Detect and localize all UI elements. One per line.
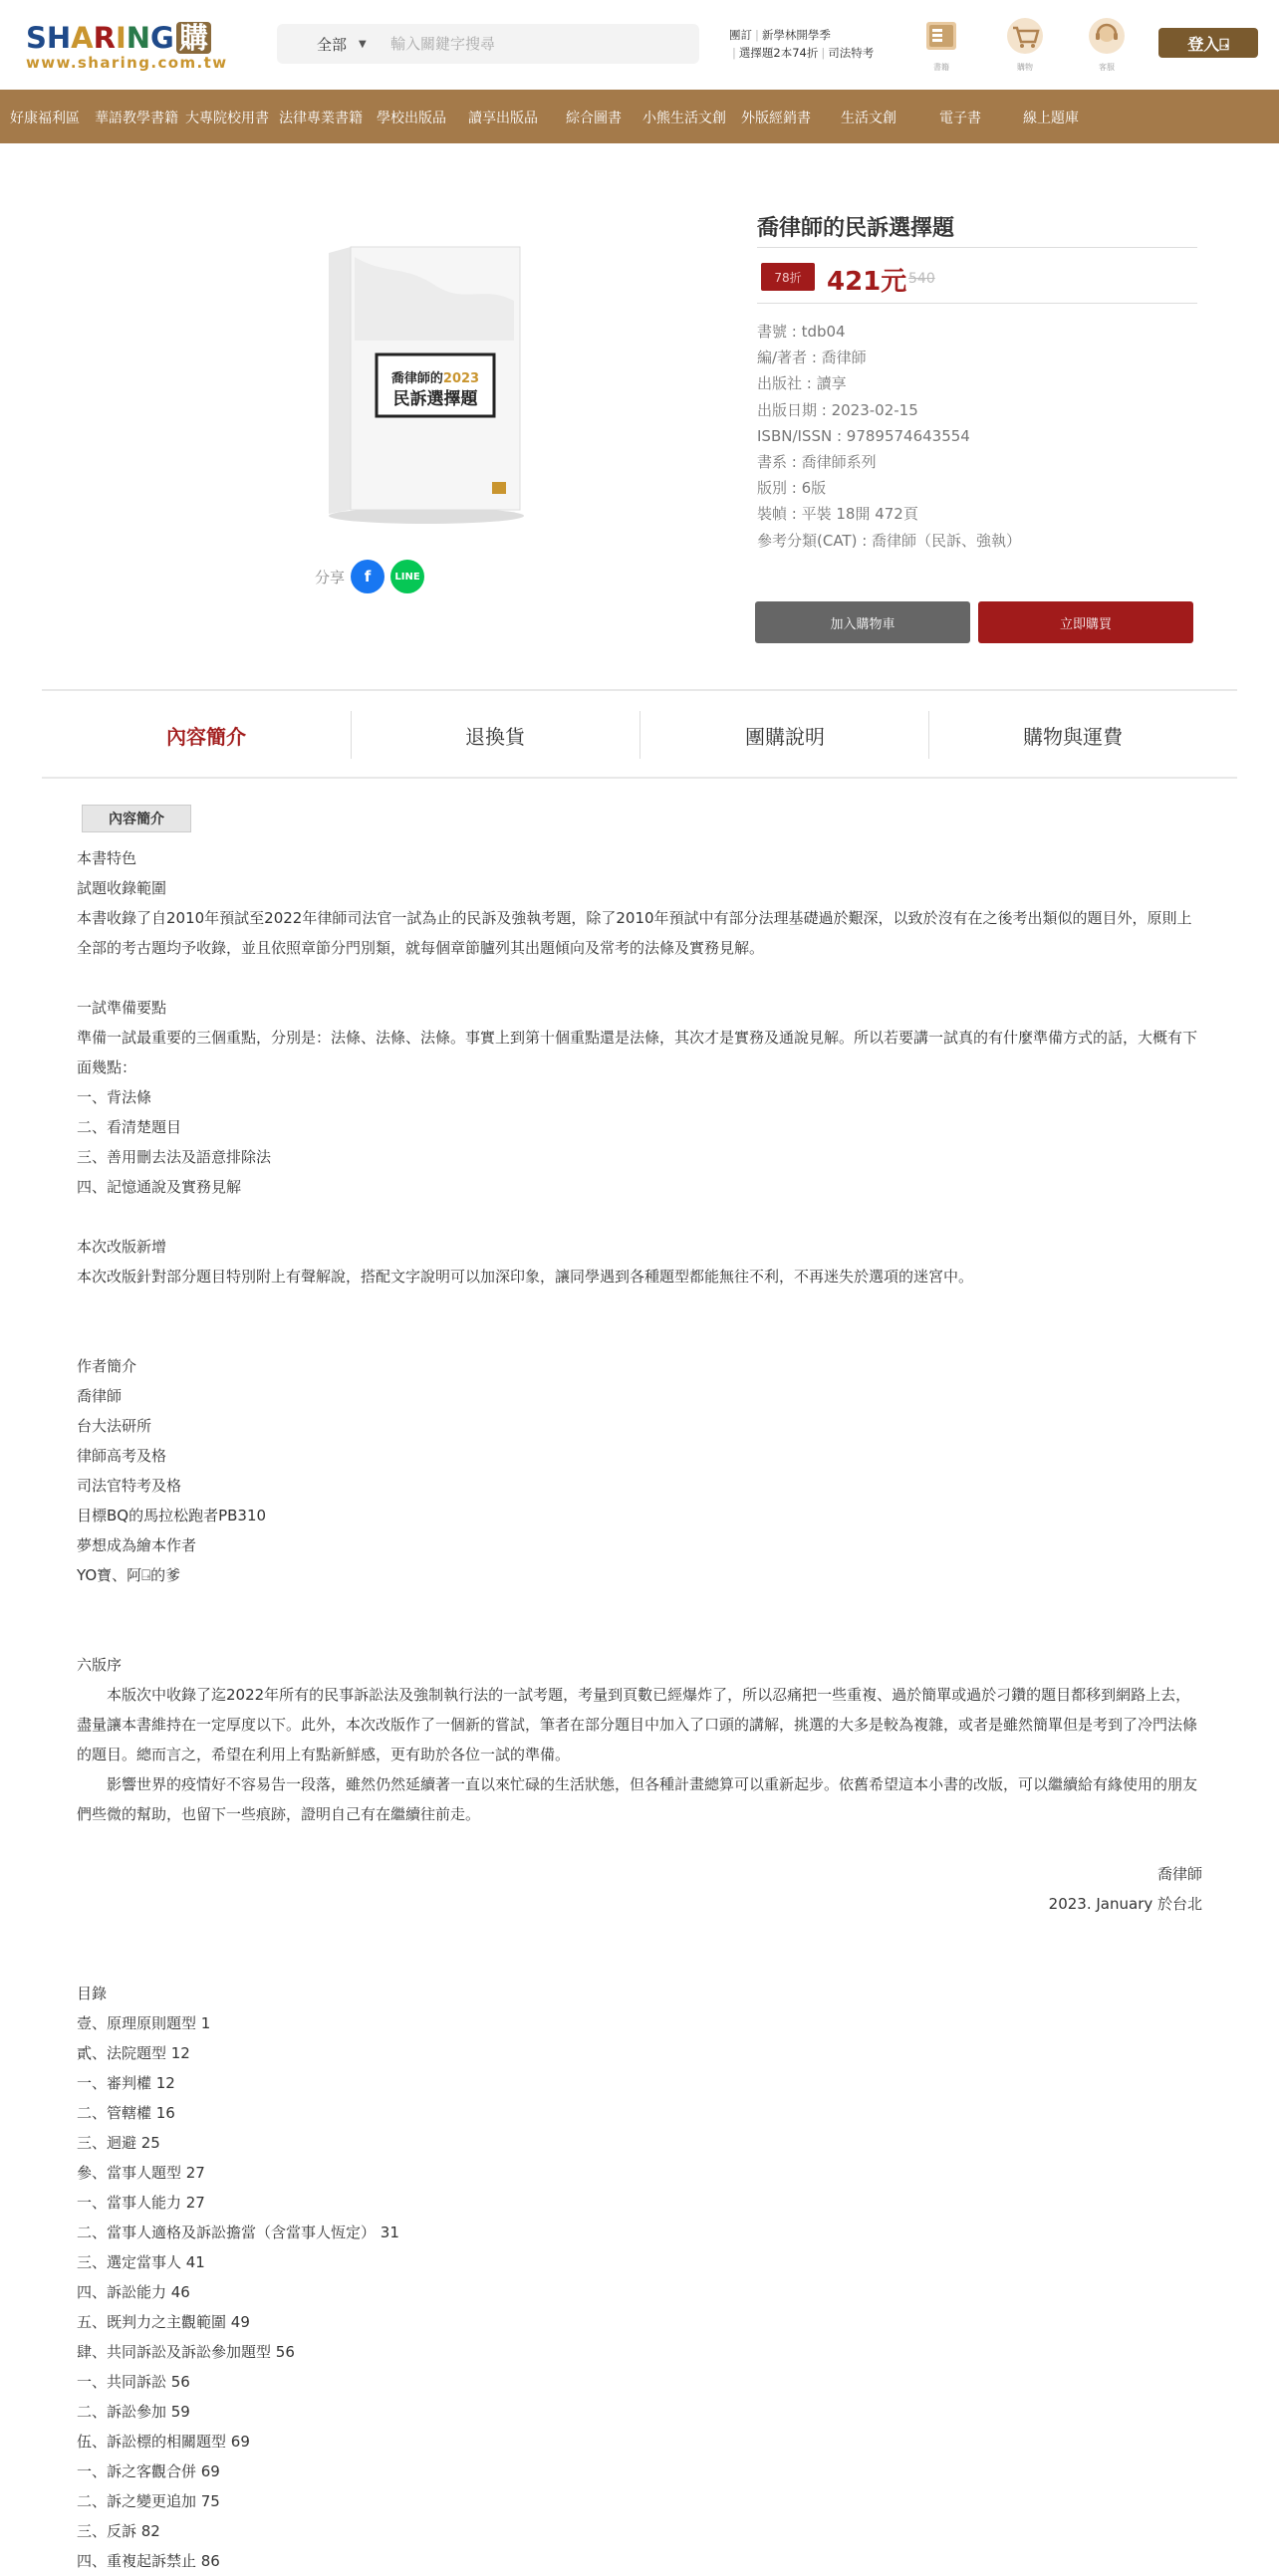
content-paragraph: 本次改版新增 (77, 1238, 167, 1256)
content-paragraph: 準備一試最重要的三個重點，分別是：法條、法條、法條。事實上到第十個重點還是法條，其次才是實務及通說見解。所以若要講一試真的有什麼準備方式的話，大概有下面幾點： (77, 1029, 1198, 1076)
nav-item[interactable]: 外版經銷書 (741, 111, 811, 126)
content-section-label: 內容簡介 (82, 805, 191, 832)
facebook-icon[interactable]: f (351, 560, 384, 593)
nav-item[interactable]: 生活文創 (841, 111, 896, 126)
info-tabs (42, 689, 1237, 779)
main-nav (0, 90, 1279, 143)
content-paragraph: 四、訴訟能力 46 (77, 2283, 190, 2301)
spacer (77, 1949, 1202, 1979)
add-to-cart-button[interactable]: 加入購物車 (755, 601, 970, 643)
promo-link[interactable]: 團訂 (729, 28, 752, 42)
search-category-select[interactable] (277, 34, 390, 55)
header (0, 0, 1279, 90)
spec-row: 出版日期 : 2023-02-15 (757, 400, 918, 419)
content-paragraph: 一、審判權 12 (77, 2074, 175, 2092)
content-body (77, 843, 1202, 2576)
content-paragraph: 一、訴之客觀合併 69 (77, 2462, 220, 2480)
spec-row[interactable]: 出版社 : 讀享 (757, 374, 847, 393)
content-paragraph: 四、重複起訴禁止 86 (77, 2552, 220, 2570)
promo-link[interactable]: 司法特考 (828, 46, 875, 60)
content-paragraph: 台大法研所 (77, 1417, 152, 1435)
content-paragraph: 二、看清楚題目 (77, 1118, 182, 1136)
content-paragraph: 二、訴訟參加 59 (77, 2403, 190, 2421)
content-paragraph: 2023. January 於台北 (1048, 1895, 1202, 1913)
content-paragraph: 五、既判力之主觀範圍 49 (77, 2313, 250, 2331)
svg-text:喬律師的2023 (391, 370, 479, 386)
content-paragraph: 三、反訴 82 (77, 2522, 160, 2540)
content-paragraph: 本書收錄了自2010年預試至2022年律師司法官一試為止的民訴及強執考題，除了2010年預試中有部分法理基礎過於艱深，以致於沒有在之後考出類似的題目外，原則上全部的考古題均予收錄，並且依照章節分門別類，就每個章節臚列其出題傾向及常考的法條及實務見解。 (77, 909, 1192, 957)
content-paragraph: 二、當事人適格及訴訟擔當（含當事人恆定） 31 (77, 2224, 399, 2241)
cover-year: 2023 (442, 371, 480, 386)
original-price: 540 (908, 271, 935, 287)
spec-row[interactable]: 參考分類(CAT) : 喬律師（民訴、強執） (757, 531, 1022, 550)
divider (757, 303, 1197, 304)
content-paragraph: 一、背法條 (77, 1088, 152, 1106)
spec-row: 編/著者 : 喬律師 (757, 349, 867, 367)
content-paragraph: 伍、訴訟標的相關題型 69 (77, 2433, 250, 2451)
content-paragraph: 四、記憶通說及實務見解 (77, 1178, 242, 1196)
book-icon (921, 16, 961, 56)
product-title: 喬律師的民訴選擇題 (757, 216, 955, 241)
promo-link[interactable]: 新學林開學季 (761, 28, 831, 42)
book-cover-image (315, 245, 532, 526)
content-paragraph: 二、管轄權 16 (77, 2104, 175, 2122)
cart-icon-button[interactable] (996, 16, 1054, 76)
content-paragraph: 目標BQ的馬拉松跑者PB310 (77, 1507, 267, 1524)
logo-letter: N (126, 21, 151, 55)
content-paragraph: 影響世界的疫情好不容易告一段落，雖然仍然延續著一直以來忙碌的生活狀態，但各種計畫總算可以重新起步。依舊希望這本小書的改版，可以繼續給有緣使用的朋友們些微的幫助，也留下一些痕跡，證明自己有在繼續往前走。 (77, 1775, 1198, 1823)
nav-item[interactable]: 華語教學書籍 (95, 111, 178, 126)
tab-divider (351, 711, 352, 759)
tab-group-buy[interactable]: 團購說明 (745, 725, 825, 749)
line-icon[interactable]: LINE (390, 560, 424, 593)
chevron-down-icon: ▼ (359, 38, 367, 50)
spacer (77, 1202, 1202, 1232)
nav-item[interactable]: 讀享出版品 (468, 111, 538, 126)
share-bar (315, 560, 424, 593)
content-paragraph: YO寶、阿⍈的爹 (77, 1566, 181, 1584)
book-icon-button[interactable] (912, 16, 970, 76)
nav-item[interactable]: 好康福利區 (10, 111, 80, 126)
content-paragraph: 三、善用刪去法及語意排除法 (77, 1148, 272, 1166)
nav-item[interactable]: 大專院校用書 (185, 111, 269, 126)
content-paragraph: 本次改版針對部分題目特別附上有聲解說，搭配文字說明可以加深印象，讓同學遇到各種題型都能無往不利，不再迷失於選項的迷宮中。 (77, 1268, 974, 1286)
content-paragraph: 司法官特考及格 (77, 1477, 182, 1495)
content-paragraph: 一、當事人能力 27 (77, 2194, 205, 2212)
search-category-value: 全部 (317, 35, 348, 54)
spec-row: 書號 : tdb04 (757, 323, 846, 341)
product-specs (757, 319, 1021, 554)
nav-item[interactable]: 線上題庫 (1023, 111, 1079, 126)
cart-icon (1005, 16, 1045, 56)
tab-divider (928, 711, 929, 759)
service-icon-button[interactable] (1078, 16, 1136, 76)
search-input[interactable] (390, 35, 679, 53)
content-paragraph: 律師高考及格 (77, 1447, 167, 1465)
content-paragraph: 喬律師 (1156, 1865, 1202, 1883)
discount-badge: 78折 (761, 263, 815, 291)
spacer (77, 963, 1202, 993)
nav-item[interactable]: 小熊生活文創 (642, 111, 726, 126)
content-paragraph: 貳、法院題型 12 (77, 2044, 190, 2062)
search-bar (277, 24, 699, 64)
spec-row: ISBN/ISSN : 9789574643554 (757, 426, 970, 445)
spacer (77, 1829, 1202, 1859)
cover-title: 喬律師的 (390, 371, 443, 386)
content-paragraph: 一、共同訴訟 56 (77, 2373, 190, 2391)
content-paragraph: 參、當事人題型 27 (77, 2164, 205, 2182)
content-paragraph: 目錄 (77, 1985, 108, 2002)
sale-price: 421元 (827, 267, 907, 297)
book-cover[interactable] (315, 245, 532, 526)
icon-label: 購物 (1017, 63, 1033, 72)
buy-now-button[interactable]: 立即購買 (978, 601, 1193, 643)
content-paragraph: 壹、原理原則題型 1 (77, 2014, 211, 2032)
tab-returns[interactable]: 退換貨 (465, 725, 525, 749)
nav-item[interactable]: 電子書 (939, 111, 981, 126)
content-paragraph: 喬律師 (77, 1387, 123, 1405)
content-paragraph: 六版序 (77, 1656, 123, 1674)
content-paragraph: 作者簡介 (77, 1357, 137, 1375)
spacer (77, 1291, 1202, 1321)
promo-link[interactable]: 選擇題2本74折 (738, 46, 819, 60)
content-paragraph: 夢想成為繪本作者 (77, 1536, 197, 1554)
share-label: 分享 (315, 568, 346, 586)
spacer (77, 1590, 1202, 1620)
icon-label: 客服 (1099, 63, 1115, 72)
logo-letters (26, 20, 245, 54)
icon-label: 書籍 (933, 63, 949, 72)
cover-subtitle: 民訴選擇題 (392, 389, 478, 409)
logo-letter: I (115, 21, 127, 55)
spec-row[interactable]: 書系 : 喬律師系列 (757, 453, 877, 472)
logo-letter: R (93, 21, 116, 55)
content-paragraph: 本版次中收錄了迄2022年所有的民事訴訟法及強制執行法的一試考題，考量到頁數已經爆炸了，所以忍痛把一些重複、過於簡單或過於刁鑽的題目都移到網路上去，盡量讓本書維持在一定厚度以下。此外，本次改版作了一個新的嘗試，筆者在部分題目中加入了口頭的講解，挑選的大多是較為複雜，或者是雖然簡單但是考到了冷門法條的題目。總而言之，希望在利用上有點新鮮感，更有助於各位一試的準備。 (77, 1686, 1198, 1763)
tab-content-intro[interactable]: 內容簡介 (166, 725, 246, 749)
spec-row: 版別 : 6版 (757, 479, 827, 498)
site-logo[interactable] (26, 20, 245, 72)
content-paragraph: 二、訴之變更追加 75 (77, 2492, 220, 2510)
logo-letter: H (46, 21, 72, 55)
login-button[interactable]: 登入⍈ (1158, 28, 1258, 58)
spec-row: 裝幀 : 平裝 18開 472頁 (757, 505, 918, 524)
tab-shipping[interactable]: 購物與運費 (1023, 725, 1123, 749)
logo-letter: G (150, 21, 174, 55)
logo-badge: 購 (176, 22, 211, 54)
content-paragraph: 試題收錄範圍 (77, 879, 167, 897)
logo-url: www.sharing.com.tw (26, 54, 228, 72)
content-paragraph: 一試準備要點 (77, 999, 167, 1017)
logo-letter: A (71, 21, 94, 55)
divider (757, 247, 1197, 248)
service-icon (1087, 16, 1127, 56)
content-paragraph: 三、選定當事人 41 (77, 2253, 205, 2271)
spacer (77, 1919, 1202, 1949)
content-paragraph: 肆、共同訴訟及訴訟參加題型 56 (77, 2343, 295, 2361)
spacer (77, 1620, 1202, 1650)
logo-letter: S (26, 21, 47, 55)
content-paragraph: 本書特色 (77, 849, 137, 867)
content-paragraph: 三、迴避 25 (77, 2134, 160, 2152)
spacer (77, 1321, 1202, 1351)
nav-item[interactable]: 綜合圖書 (566, 111, 622, 126)
promo-links: 團訂 | 新學林開學季 | 選擇題2本74折 | 司法特考 (729, 28, 875, 60)
nav-item[interactable]: 法律專業書籍 (279, 111, 363, 126)
nav-item[interactable]: 學校出版品 (377, 111, 446, 126)
